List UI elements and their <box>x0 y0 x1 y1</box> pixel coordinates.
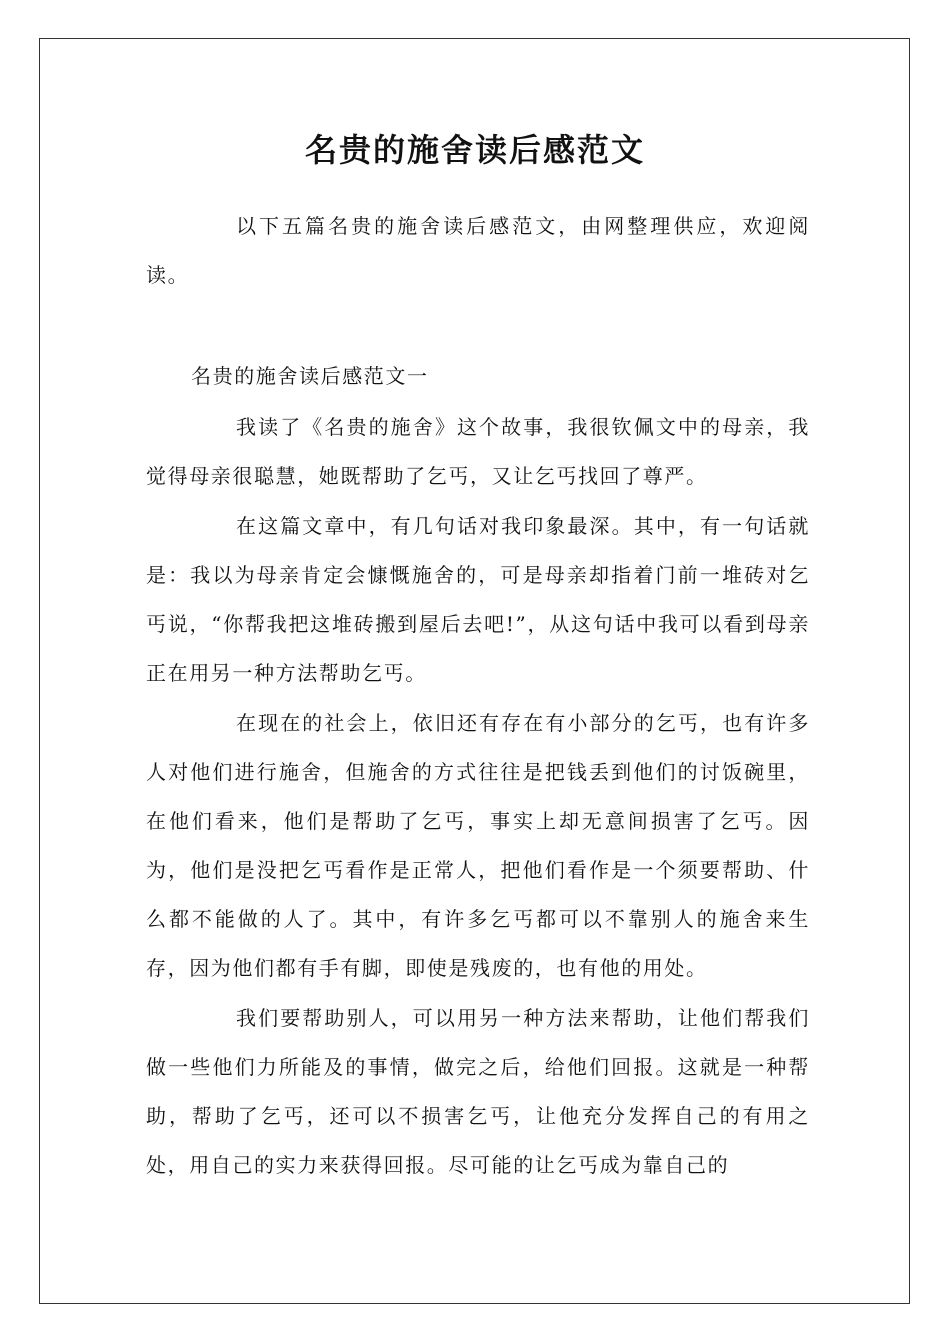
body-paragraph-4: 我们要帮助别人，可以用另一种方法来帮助，让他们帮我们做一些他们力所能及的事情，做完之后，给他们回报。这就是一种帮助，帮助了乞丐，还可以不损害乞丐，让他充分发挥自己的有用之处，用自己的实力来获得回报。尽可能的让乞丐成为靠自己的 <box>146 1006 810 1177</box>
section-heading: 名贵的施舍读后感范文一 <box>191 364 429 388</box>
document-title: 名贵的施舍读后感范文 <box>304 131 645 169</box>
body-paragraph-1: 我读了《名贵的施舍》这个故事，我很钦佩文中的母亲，我觉得母亲很聪慧，她既帮助了乞丐，又让乞丐找回了尊严。 <box>146 415 810 488</box>
intro-paragraph: 以下五篇名贵的施舍读后感范文，由网整理供应，欢迎阅读。 <box>146 214 810 287</box>
body-paragraph-2: 在这篇文章中，有几句话对我印象最深。其中，有一句话就是：我以为母亲肯定会慷慨施舍的，可是母亲却指着门前一堆砖对乞丐说，“你帮我把这堆砖搬到屋后去吧!”，从这句话中我可以看到母亲正在用另一种方法帮助乞丐。 <box>146 514 810 685</box>
body-paragraph-3: 在现在的社会上，依旧还有存在有小部分的乞丐，也有许多人对他们进行施舍，但施舍的方式往往是把钱丢到他们的讨饭碗里，在他们看来，他们是帮助了乞丐，事实上却无意间损害了乞丐。因为，他们是没把乞丐看作是正常人，把他们看作是一个须要帮助、什么都不能做的人了。其中，有许多乞丐都可以不靠别人的施舍来生存，因为他们都有手有脚，即使是残废的，也有他的用处。 <box>146 711 810 980</box>
document-body <box>146 202 810 1190</box>
paragraph-spacer <box>146 300 810 350</box>
